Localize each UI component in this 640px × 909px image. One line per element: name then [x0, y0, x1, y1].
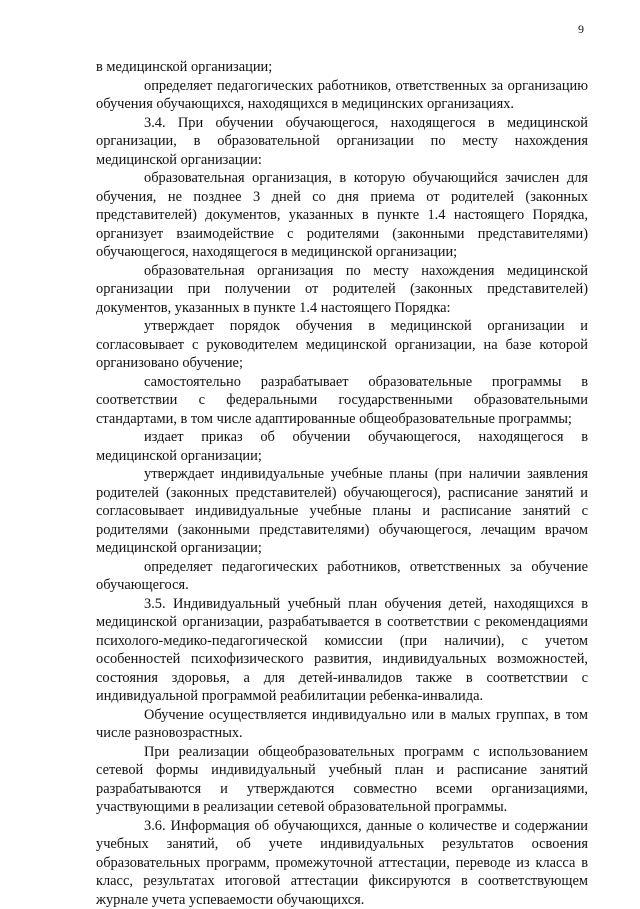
paragraph: При реализации общеобразовательных программ с использованием сетевой формы индивидуальный учебный план и расписание занятий разрабатываются и утверждаются совместно всеми организациями, участвующими в реализации сетевой образовательной программы.: [96, 743, 588, 817]
paragraph: 3.6. Информация об обучающихся, данные о количестве и содержании учебных занятий, об учете индивидуальных результатов освоения образовательных программ, промежуточной аттестации, переводе из класса в класс, результатах итоговой аттестации фиксируются в соответствующем журнале учета успеваемости обучающихся.: [96, 817, 588, 909]
paragraph: 3.5. Индивидуальный учебный план обучения детей, находящихся в медицинской организации, разрабатывается в соответствии с рекомендациями психолого-медико-педагогической комиссии (при наличии), с учетом особенностей психофизического развития, индивидуальных возможностей, состояния здоровья, а для детей-инвалидов также в соответствии с индивидуальной программой реабилитации ребенка-инвалида.: [96, 595, 588, 706]
paragraph: утверждает индивидуальные учебные планы (при наличии заявления родителей (законных представителей) обучающегося), расписание занятий и согласовывает индивидуальные учебные планы и расписание занятий с родителями (законными представителями) обучающегося, лечащим врачом медицинской организации;: [96, 465, 588, 558]
paragraph: образовательная организация по месту нахождения медицинской организации при получении от родителей (законных представителей) документов, указанных в пункте 1.4 настоящего Порядка:: [96, 262, 588, 318]
paragraph: Обучение осуществляется индивидуально или в малых группах, в том числе разновозрастных.: [96, 706, 588, 743]
paragraph: образовательная организация, в которую обучающийся зачислен для обучения, не позднее 3 дней со дня приема от родителей (законных представителей) документов, указанных в пункте 1.4 настоящего Порядка, организует взаимодействие с родителями (законными представителями) обучающегося, находящегося в медицинской организации;: [96, 169, 588, 262]
paragraph: в медицинской организации;: [96, 58, 588, 77]
paragraph: 3.4. При обучении обучающегося, находящегося в медицинской организации, в образовательной организации по месту нахождения медицинской организации:: [96, 114, 588, 170]
document-body: [96, 58, 588, 909]
paragraph: самостоятельно разрабатывает образовательные программы в соответствии с федеральными государственными образовательными стандартами, в том числе адаптированные общеобразовательные программы;: [96, 373, 588, 429]
paragraph: издает приказ об обучении обучающегося, находящегося в медицинской организации;: [96, 428, 588, 465]
paragraph: определяет педагогических работников, ответственных за организацию обучения обучающихся, находящихся в медицинских организациях.: [96, 77, 588, 114]
paragraph: определяет педагогических работников, ответственных за обучение обучающегося.: [96, 558, 588, 595]
page-number: 9: [578, 22, 584, 37]
paragraph: утверждает порядок обучения в медицинской организации и согласовывает с руководителем медицинской организации, на базе которой организовано обучение;: [96, 317, 588, 373]
